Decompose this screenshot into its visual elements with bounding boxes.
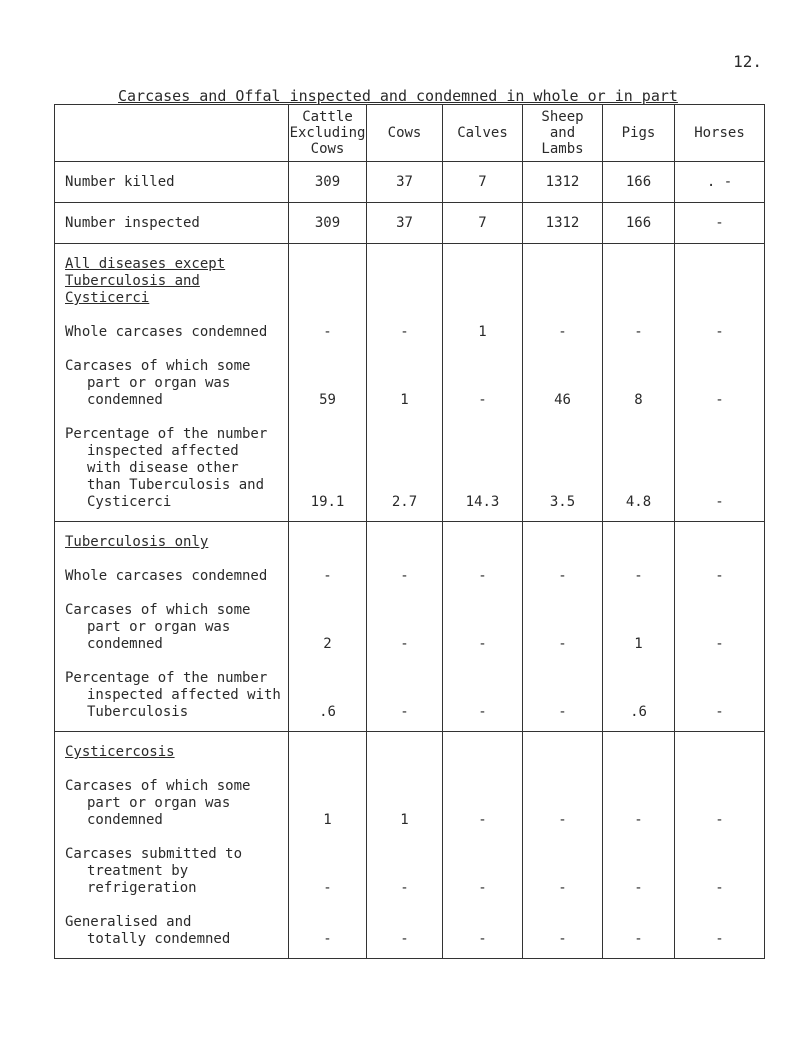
number-inspected-row: [55, 203, 765, 244]
cell: -: [715, 324, 724, 340]
row-label: Whole carcases condemned: [65, 568, 268, 584]
section-heading: Tuberculosis and: [65, 273, 200, 289]
cell: 309: [289, 162, 367, 203]
cell: -: [558, 931, 567, 947]
cell: 1312: [523, 203, 603, 244]
cell: 37: [367, 203, 443, 244]
row-label: part or organ was: [87, 619, 231, 635]
row-label: refrigeration: [87, 880, 197, 896]
cell: 59: [319, 392, 336, 408]
column-header: Horses: [675, 105, 765, 162]
cell: -: [715, 880, 724, 896]
header-row: [55, 105, 765, 162]
row-label: part or organ was: [87, 375, 231, 391]
cell: . -: [675, 162, 765, 203]
cell: -: [323, 324, 332, 340]
row-label: Carcases of which some: [65, 358, 251, 374]
cell: -: [715, 812, 724, 828]
cell: -: [634, 324, 643, 340]
row-label: Generalised and: [65, 914, 192, 930]
cell: -: [634, 931, 643, 947]
section-values: [367, 732, 443, 959]
column-header: Pigs: [603, 105, 675, 162]
cell: 3.5: [549, 494, 576, 510]
row-label: condemned: [87, 636, 163, 652]
section-row: [55, 522, 765, 732]
cell: -: [558, 812, 567, 828]
row-label: totally condemned: [87, 931, 231, 947]
column-header: Sheep and Lambs: [523, 105, 603, 162]
section-values: [523, 522, 603, 732]
cell: -: [400, 931, 409, 947]
cell: 19.1: [310, 494, 345, 510]
cell: -: [400, 704, 409, 720]
cell: -: [478, 392, 487, 408]
section-values: [289, 732, 367, 959]
cell: -: [478, 636, 487, 652]
row-label: part or organ was: [87, 795, 231, 811]
cell: -: [323, 880, 332, 896]
row-label: inspected affected with: [87, 687, 281, 703]
section-values: [289, 244, 367, 522]
section-row: [55, 244, 765, 522]
section-heading: Tuberculosis only: [65, 534, 209, 550]
section-heading: All diseases except: [65, 256, 226, 272]
section-values: [523, 244, 603, 522]
cell: 1: [478, 324, 487, 340]
cell: 1: [323, 812, 332, 828]
cell: -: [400, 636, 409, 652]
row-label: Whole carcases condemned: [65, 324, 268, 340]
cell: -: [715, 636, 724, 652]
cell: 7: [443, 203, 523, 244]
row-label: with disease other: [87, 460, 239, 476]
cell: .6: [319, 704, 336, 720]
cell: -: [478, 880, 487, 896]
cell: -: [558, 568, 567, 584]
cell: -: [558, 880, 567, 896]
section-values: [443, 732, 523, 959]
cell: -: [478, 812, 487, 828]
cell: 1: [400, 812, 409, 828]
row-label: Cysticerci: [87, 494, 172, 510]
cell: 7: [443, 162, 523, 203]
cell: 4.8: [625, 494, 652, 510]
section-heading: Cysticerci: [65, 290, 150, 306]
cell: -: [400, 880, 409, 896]
cell: -: [400, 568, 409, 584]
cell: -: [478, 931, 487, 947]
row-label: Carcases submitted to: [65, 846, 243, 862]
column-header: Cows: [367, 105, 443, 162]
column-header: Cattle Excluding Cows: [289, 105, 367, 162]
section-labels: [55, 732, 289, 959]
cell: -: [400, 324, 409, 340]
cell: -: [715, 704, 724, 720]
section-values: [367, 244, 443, 522]
row-label: treatment by: [87, 863, 189, 879]
row-label: Carcases of which some: [65, 778, 251, 794]
cell: 1: [400, 392, 409, 408]
cell: -: [478, 568, 487, 584]
row-label: condemned: [87, 392, 163, 408]
cell: 14.3: [465, 494, 500, 510]
cell: 1: [634, 636, 643, 652]
cell: -: [715, 392, 724, 408]
cell: -: [634, 568, 643, 584]
cell: 1312: [523, 162, 603, 203]
cell: -: [634, 880, 643, 896]
cell: 2.7: [391, 494, 418, 510]
cell: 37: [367, 162, 443, 203]
cell: -: [715, 931, 724, 947]
cell: -: [558, 636, 567, 652]
carcases-table: [54, 104, 765, 959]
section-values: [523, 732, 603, 959]
cell: 166: [603, 162, 675, 203]
row-label: Number inspected: [55, 203, 289, 244]
cell: -: [558, 324, 567, 340]
cell: -: [558, 704, 567, 720]
section-values: [367, 522, 443, 732]
row-label: Percentage of the number: [65, 426, 268, 442]
row-label: Tuberculosis: [87, 704, 189, 720]
cell: -: [715, 494, 724, 510]
section-heading: Cysticercosis: [65, 744, 175, 760]
row-label: condemned: [87, 812, 163, 828]
section-labels: [55, 522, 289, 732]
row-label: inspected affected: [87, 443, 239, 459]
section-labels: [55, 244, 289, 522]
cell: 8: [634, 392, 643, 408]
page-number: 12.: [733, 52, 762, 71]
cell: .6: [630, 704, 647, 720]
section-values: [603, 522, 675, 732]
column-header: Calves: [443, 105, 523, 162]
row-label: Carcases of which some: [65, 602, 251, 618]
cell: 309: [289, 203, 367, 244]
cell: 46: [554, 392, 571, 408]
section-values: [675, 732, 765, 959]
section-values: [675, 522, 765, 732]
cell: -: [478, 704, 487, 720]
cell: 166: [603, 203, 675, 244]
cell: -: [323, 931, 332, 947]
section-values: [443, 244, 523, 522]
section-values: [603, 732, 675, 959]
header-blank: [55, 105, 289, 162]
cell: -: [675, 203, 765, 244]
section-values: [443, 522, 523, 732]
section-row: [55, 732, 765, 959]
number-killed-row: [55, 162, 765, 203]
row-label: than Tuberculosis and: [87, 477, 265, 493]
cell: -: [634, 812, 643, 828]
table-title: Carcases and Offal inspected and condemned in whole or in part: [118, 87, 678, 105]
section-values: [289, 522, 367, 732]
section-values: [675, 244, 765, 522]
row-label: Number killed: [55, 162, 289, 203]
row-label: Percentage of the number: [65, 670, 268, 686]
cell: 2: [323, 636, 332, 652]
cell: -: [323, 568, 332, 584]
section-values: [603, 244, 675, 522]
cell: -: [715, 568, 724, 584]
